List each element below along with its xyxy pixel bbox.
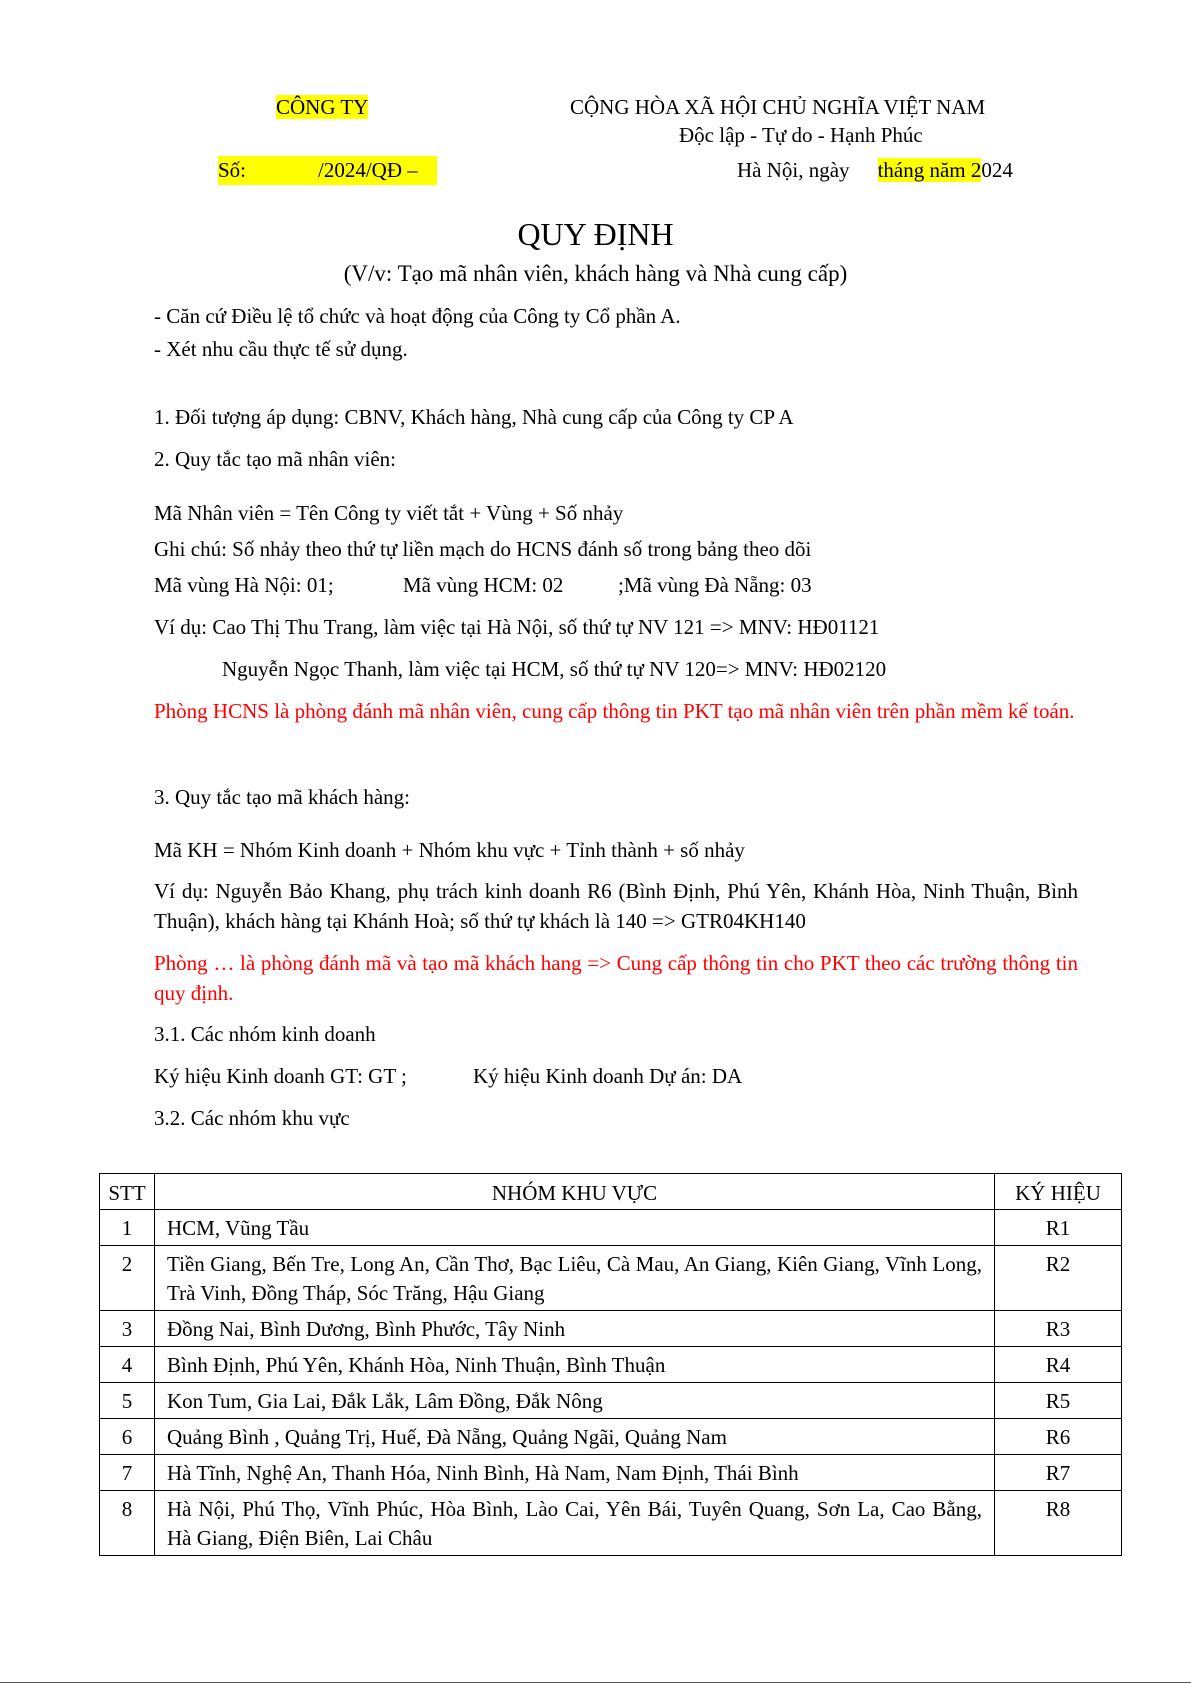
business-code-gt: Ký hiệu Kinh doanh GT: GT ; [154, 1064, 407, 1088]
row-region: Đồng Nai, Bình Dương, Bình Phước, Tây Ninh [155, 1311, 995, 1347]
row-code: R7 [995, 1455, 1122, 1491]
row-region: Kon Tum, Gia Lai, Đắk Lắk, Lâm Đồng, Đắk Nông [155, 1383, 995, 1419]
table-row [100, 1491, 1122, 1556]
row-region: Hà Tĩnh, Nghệ An, Thanh Hóa, Ninh Bình, Hà Nam, Nam Định, Thái Bình [155, 1455, 995, 1491]
table-header-row [100, 1174, 1122, 1210]
table-row [100, 1383, 1122, 1419]
row-stt: 2 [100, 1246, 155, 1311]
row-code: R5 [995, 1383, 1122, 1419]
section-3-2-heading: 3.2. Các nhóm khu vực [154, 1106, 350, 1130]
row-code: R8 [995, 1491, 1122, 1556]
section-3-heading: 3. Quy tắc tạo mã khách hàng: [154, 785, 410, 809]
basis-line-1: - Căn cứ Điều lệ tổ chức và hoạt động của Công ty Cổ phần A. [154, 304, 681, 328]
row-region: Quảng Bình , Quảng Trị, Huế, Đà Nẵng, Quảng Ngãi, Quảng Nam [155, 1419, 995, 1455]
table-row [100, 1419, 1122, 1455]
customer-code-note: Phòng … là phòng đánh mã và tạo mã khách hang => Cung cấp thông tin cho PKT theo các trường thông tin quy định. [154, 951, 1078, 1005]
document-number: Số: /2024/QĐ – [218, 156, 437, 185]
employee-code-formula: Mã Nhân viên = Tên Công ty viết tắt + Vùng + Số nhảy [154, 501, 624, 525]
table-row [100, 1455, 1122, 1491]
document-title: QUY ĐỊNH [517, 216, 674, 252]
company-name: CÔNG TY [276, 95, 369, 119]
row-region: Tiền Giang, Bến Tre, Long An, Cần Thơ, Bạc Liêu, Cà Mau, An Giang, Kiên Giang, Vĩnh Long, Trà Vinh, Đồng Tháp, Sóc Trăng, Hậu Giang [155, 1246, 995, 1311]
document-subtitle: (V/v: Tạo mã nhân viên, khách hàng và Nhà cung cấp) [343, 261, 848, 286]
region-code-danang: ;Mã vùng Đà Nẵng: 03 [618, 573, 812, 597]
section-1: 1. Đối tượng áp dụng: CBNV, Khách hàng, Nhà cung cấp của Công ty CP A [154, 405, 794, 429]
motto: Độc lập - Tự do - Hạnh Phúc [679, 123, 923, 147]
date-line: Hà Nội, ngày tháng năm 2024 [737, 158, 1013, 182]
row-code: R6 [995, 1419, 1122, 1455]
table-row [100, 1246, 1122, 1311]
header-region-group: NHÓM KHU VỰC [155, 1174, 995, 1210]
section-2-heading: 2. Quy tắc tạo mã nhân viên: [154, 447, 397, 471]
customer-code-example: Ví dụ: Nguyễn Bảo Khang, phụ trách kinh doanh R6 (Bình Định, Phú Yên, Khánh Hòa, Ninh Thuận, Bình Thuận), khách hàng tại Khánh Hoà; số thứ tự khách là 140 => GTR04KH140 [154, 879, 1078, 933]
employee-example-2: Nguyễn Ngọc Thanh, làm việc tại HCM, số thứ tự NV 120=> MNV: HĐ02120 [222, 657, 887, 681]
row-stt: 7 [100, 1455, 155, 1491]
region-code-hanoi: Mã vùng Hà Nội: 01; [154, 573, 334, 597]
table-row [100, 1210, 1122, 1246]
basis-line-2: - Xét nhu cầu thực tế sử dụng. [154, 337, 408, 361]
region-table [99, 1173, 1122, 1556]
row-region: Hà Nội, Phú Thọ, Vĩnh Phúc, Hòa Bình, Lào Cai, Yên Bái, Tuyên Quang, Sơn La, Cao Bằng, Hà Giang, Điện Biên, Lai Châu [155, 1491, 995, 1556]
row-region: Bình Định, Phú Yên, Khánh Hòa, Ninh Thuận, Bình Thuận [155, 1347, 995, 1383]
row-code: R4 [995, 1347, 1122, 1383]
hr-responsibility-note: Phòng HCNS là phòng đánh mã nhân viên, cung cấp thông tin PKT tạo mã nhân viên trên phần mềm kế toán. [154, 699, 1075, 723]
table-row [100, 1311, 1122, 1347]
row-stt: 8 [100, 1491, 155, 1556]
business-code-da: Ký hiệu Kinh doanh Dự án: DA [473, 1064, 743, 1088]
row-stt: 4 [100, 1347, 155, 1383]
nation-title: CỘNG HÒA XÃ HỘI CHỦ NGHĨA VIỆT NAM [570, 95, 986, 119]
employee-example-1: Ví dụ: Cao Thị Thu Trang, làm việc tại Hà Nội, số thứ tự NV 121 => MNV: HĐ01121 [154, 615, 880, 639]
region-code-hcm: Mã vùng HCM: 02 [403, 573, 564, 597]
table-row [100, 1347, 1122, 1383]
row-code: R2 [995, 1246, 1122, 1311]
row-stt: 1 [100, 1210, 155, 1246]
row-code: R1 [995, 1210, 1122, 1246]
customer-code-formula: Mã KH = Nhóm Kinh doanh + Nhóm khu vực + Tỉnh thành + số nhảy [154, 838, 745, 862]
employee-code-note: Ghi chú: Số nhảy theo thứ tự liền mạch do HCNS đánh số trong bảng theo dõi [154, 537, 812, 561]
header-code: KÝ HIỆU [995, 1174, 1122, 1210]
row-stt: 6 [100, 1419, 155, 1455]
row-code: R3 [995, 1311, 1122, 1347]
row-stt: 5 [100, 1383, 155, 1419]
row-stt: 3 [100, 1311, 155, 1347]
row-region: HCM, Vũng Tầu [155, 1210, 995, 1246]
header-stt: STT [100, 1174, 155, 1210]
section-3-1-heading: 3.1. Các nhóm kinh doanh [154, 1022, 376, 1046]
page-bottom-rule [0, 1682, 1191, 1683]
